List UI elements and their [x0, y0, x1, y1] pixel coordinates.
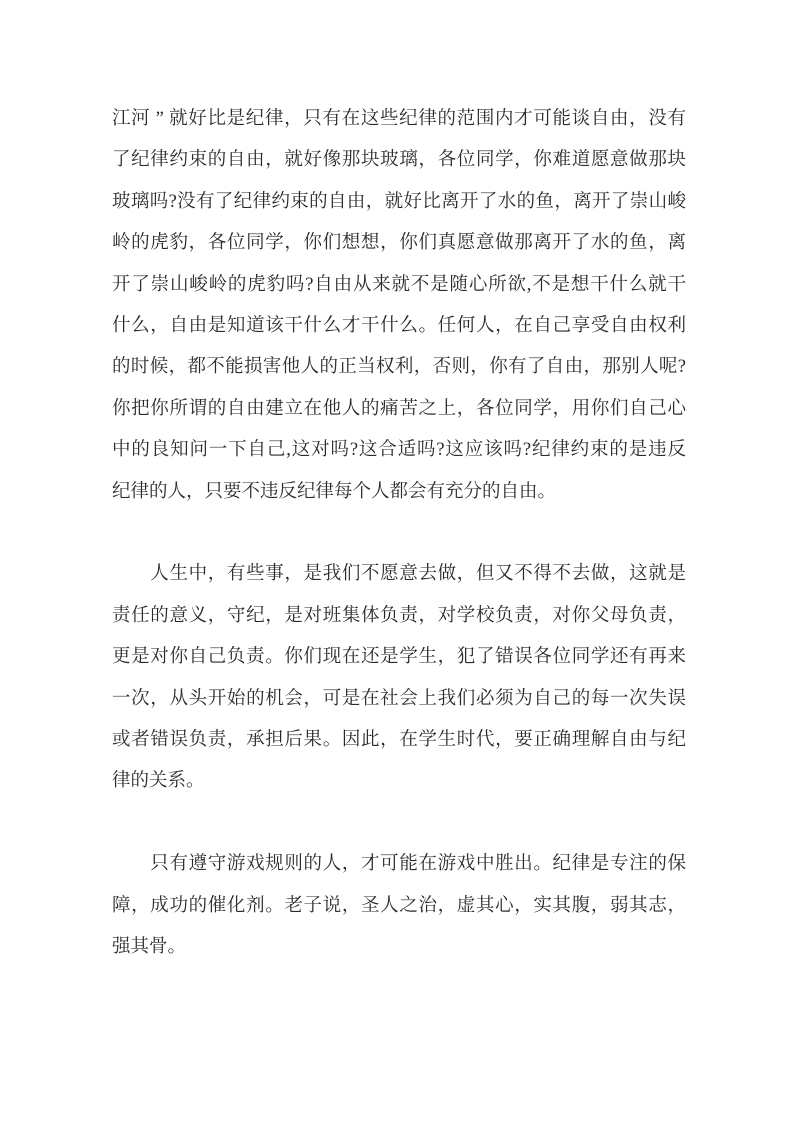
text-line: 玻璃吗?没有了纪律约束的自由，就好比离开了水的鱼，离开了崇山峻: [112, 191, 686, 212]
text-line: 一次，从头开始的机会，可是在社会上我们必须为自己的每一次失误: [112, 688, 686, 709]
text-line: 岭的虎豹，各位同学，你们想想，你们真愿意做那离开了水的鱼，离: [112, 233, 686, 254]
text-line: 纪律的人，只要不违反纪律每个人都会有充分的自由。: [112, 481, 557, 502]
text-line: 或者错误负责，承担后果。因此，在学生时代，要正确理解自由与纪: [112, 730, 686, 751]
document-text: [112, 99, 686, 969]
text-line: 律的关系。: [112, 771, 205, 792]
paragraph: [112, 554, 686, 802]
text-line: 你把你所谓的自由建立在他人的痛苦之上，各位同学，用你们自己心: [112, 398, 686, 419]
text-line: 强其骨。: [112, 937, 187, 958]
text-line: 开了崇山峻岭的虎豹吗?自由从来就不是随心所欲,不是想干什么就干: [112, 274, 686, 295]
text-line: 障，成功的催化剂。老子说，圣人之治，虚其心，实其腹，弱其志，: [112, 895, 686, 916]
text-line: 了纪律约束的自由，就好像那块玻璃，各位同学，你难道愿意做那块: [112, 150, 686, 171]
text-line: 什么，自由是知道该干什么才干什么。任何人，在自己享受自由权利: [112, 316, 686, 337]
paragraph: [112, 99, 686, 513]
paragraph: [112, 844, 686, 968]
text-line: 责任的意义，守纪，是对班集体负责，对学校负责，对你父母负责，: [112, 605, 686, 626]
text-line: 更是对你自己负责。你们现在还是学生，犯了错误各位同学还有再来: [112, 647, 686, 668]
text-line: 只有遵守游戏规则的人，才可能在游戏中胜出。纪律是专注的保: [112, 854, 686, 875]
text-line: 人生中，有些事，是我们不愿意去做，但又不得不去做，这就是: [112, 564, 686, 585]
text-line: 的时候，都不能损害他人的正当权利，否则，你有了自由，那别人呢?: [112, 357, 686, 378]
text-line: 中的良知问一下自己,这对吗?这合适吗?这应该吗?纪律约束的是违反: [112, 440, 686, 461]
text-line: 江河 ” 就好比是纪律，只有在这些纪律的范围内才可能谈自由，没有: [112, 109, 686, 129]
